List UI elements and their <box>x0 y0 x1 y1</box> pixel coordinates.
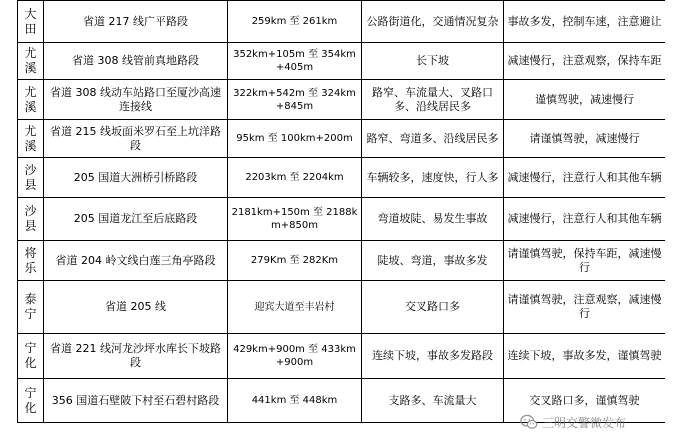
kilometer-range-cell: 352km+105m 至 354km+405m <box>228 43 362 80</box>
county-cell: 泰宁 <box>18 281 44 334</box>
road-section-cell: 省道 204 岭文线白莲三角亭路段 <box>44 241 228 281</box>
road-section-cell: 205 国道大洲桥引桥路段 <box>44 158 228 198</box>
county-cell: 尤溪 <box>18 120 44 158</box>
kilometer-range-cell: 441km 至 448km <box>228 379 362 423</box>
road-feature-cell: 路窄、车流量大、叉路口多、沿线居民多 <box>362 80 504 120</box>
safety-advice-cell: 减速慢行，注意观察，保持车距 <box>504 43 666 80</box>
road-hazard-table <box>17 0 665 423</box>
safety-advice-cell: 请谨慎驾驶，保持车距，减速慢行 <box>504 241 666 281</box>
road-feature-cell: 支路多、车流量大 <box>362 379 504 423</box>
county-cell: 将乐 <box>18 241 44 281</box>
road-feature-cell: 路窄、弯道多、沿线居民多 <box>362 120 504 158</box>
safety-advice-cell: 减速慢行，注意行人和其他车辆 <box>504 158 666 198</box>
safety-advice-cell: 谨慎驾驶，减速慢行 <box>504 80 666 120</box>
county-cell: 尤溪 <box>18 80 44 120</box>
county-cell: 沙县 <box>18 198 44 241</box>
table-row <box>18 43 666 80</box>
safety-advice-cell: 请谨慎驾驶，注意观察，减速慢行 <box>504 281 666 334</box>
kilometer-range-cell: 322km+542m 至 324km+845m <box>228 80 362 120</box>
safety-advice-cell: 减速慢行，注意行人和其他车辆 <box>504 198 666 241</box>
road-feature-cell: 长下坡 <box>362 43 504 80</box>
county-cell: 尤溪 <box>18 43 44 80</box>
table-row <box>18 198 666 241</box>
road-section-cell: 省道 217 线广平路段 <box>44 1 228 43</box>
table-row <box>18 379 666 423</box>
road-section-cell: 省道 221 线河龙沙坪水库长下坡路段 <box>44 334 228 379</box>
road-section-cell: 省道 308 线动车站路口至厦沙高速连接线 <box>44 80 228 120</box>
table-row <box>18 334 666 379</box>
kilometer-range-cell: 429km+900m 至 433km+900m <box>228 334 362 379</box>
kilometer-range-cell: 279Km 至 282Km <box>228 241 362 281</box>
kilometer-range-cell: 95km 至 100km+200m <box>228 120 362 158</box>
kilometer-range-cell: 2203km 至 2204km <box>228 158 362 198</box>
road-feature-cell: 公路街道化，交通情况复杂 <box>362 1 504 43</box>
document-page <box>17 0 665 438</box>
table-row <box>18 1 666 43</box>
kilometer-range-cell: 迎宾大道至丰岩村 <box>228 281 362 334</box>
table-row <box>18 80 666 120</box>
road-section-cell: 省道 308 线管前真地路段 <box>44 43 228 80</box>
county-cell: 宁化 <box>18 334 44 379</box>
safety-advice-cell: 连续下坡，事故多发，谨慎驾驶 <box>504 334 666 379</box>
table-row <box>18 281 666 334</box>
road-feature-cell: 交叉路口多 <box>362 281 504 334</box>
road-section-cell: 205 国道龙江至后底路段 <box>44 198 228 241</box>
road-section-cell: 省道 205 线 <box>44 281 228 334</box>
county-cell: 宁化 <box>18 379 44 423</box>
road-feature-cell: 弯道坡陡、易发生事故 <box>362 198 504 241</box>
table-row <box>18 120 666 158</box>
safety-advice-cell: 事故多发，控制车速，注意避让 <box>504 1 666 43</box>
table-row <box>18 158 666 198</box>
safety-advice-cell: 交叉路口多，谨慎驾驶 <box>504 379 666 423</box>
county-cell: 沙县 <box>18 158 44 198</box>
table-row <box>18 241 666 281</box>
road-feature-cell: 车辆较多，速度快，行人多 <box>362 158 504 198</box>
county-cell: 大田 <box>18 1 44 43</box>
watermark-text: 三明交警微发布 <box>542 415 627 430</box>
road-feature-cell: 陡坡、弯道，事故多发 <box>362 241 504 281</box>
safety-advice-cell: 请谨慎驾驶，减速慢行 <box>504 120 666 158</box>
road-section-cell: 省道 215 线坂面米罗石至上坑洋路段 <box>44 120 228 158</box>
kilometer-range-cell: 259km 至 261km <box>228 1 362 43</box>
road-feature-cell: 连续下坡，事故多发路段 <box>362 334 504 379</box>
road-section-cell: 356 国道石壁陂下村至石碧村路段 <box>44 379 228 423</box>
kilometer-range-cell: 2181km+150m 至 2188km+850m <box>228 198 362 241</box>
